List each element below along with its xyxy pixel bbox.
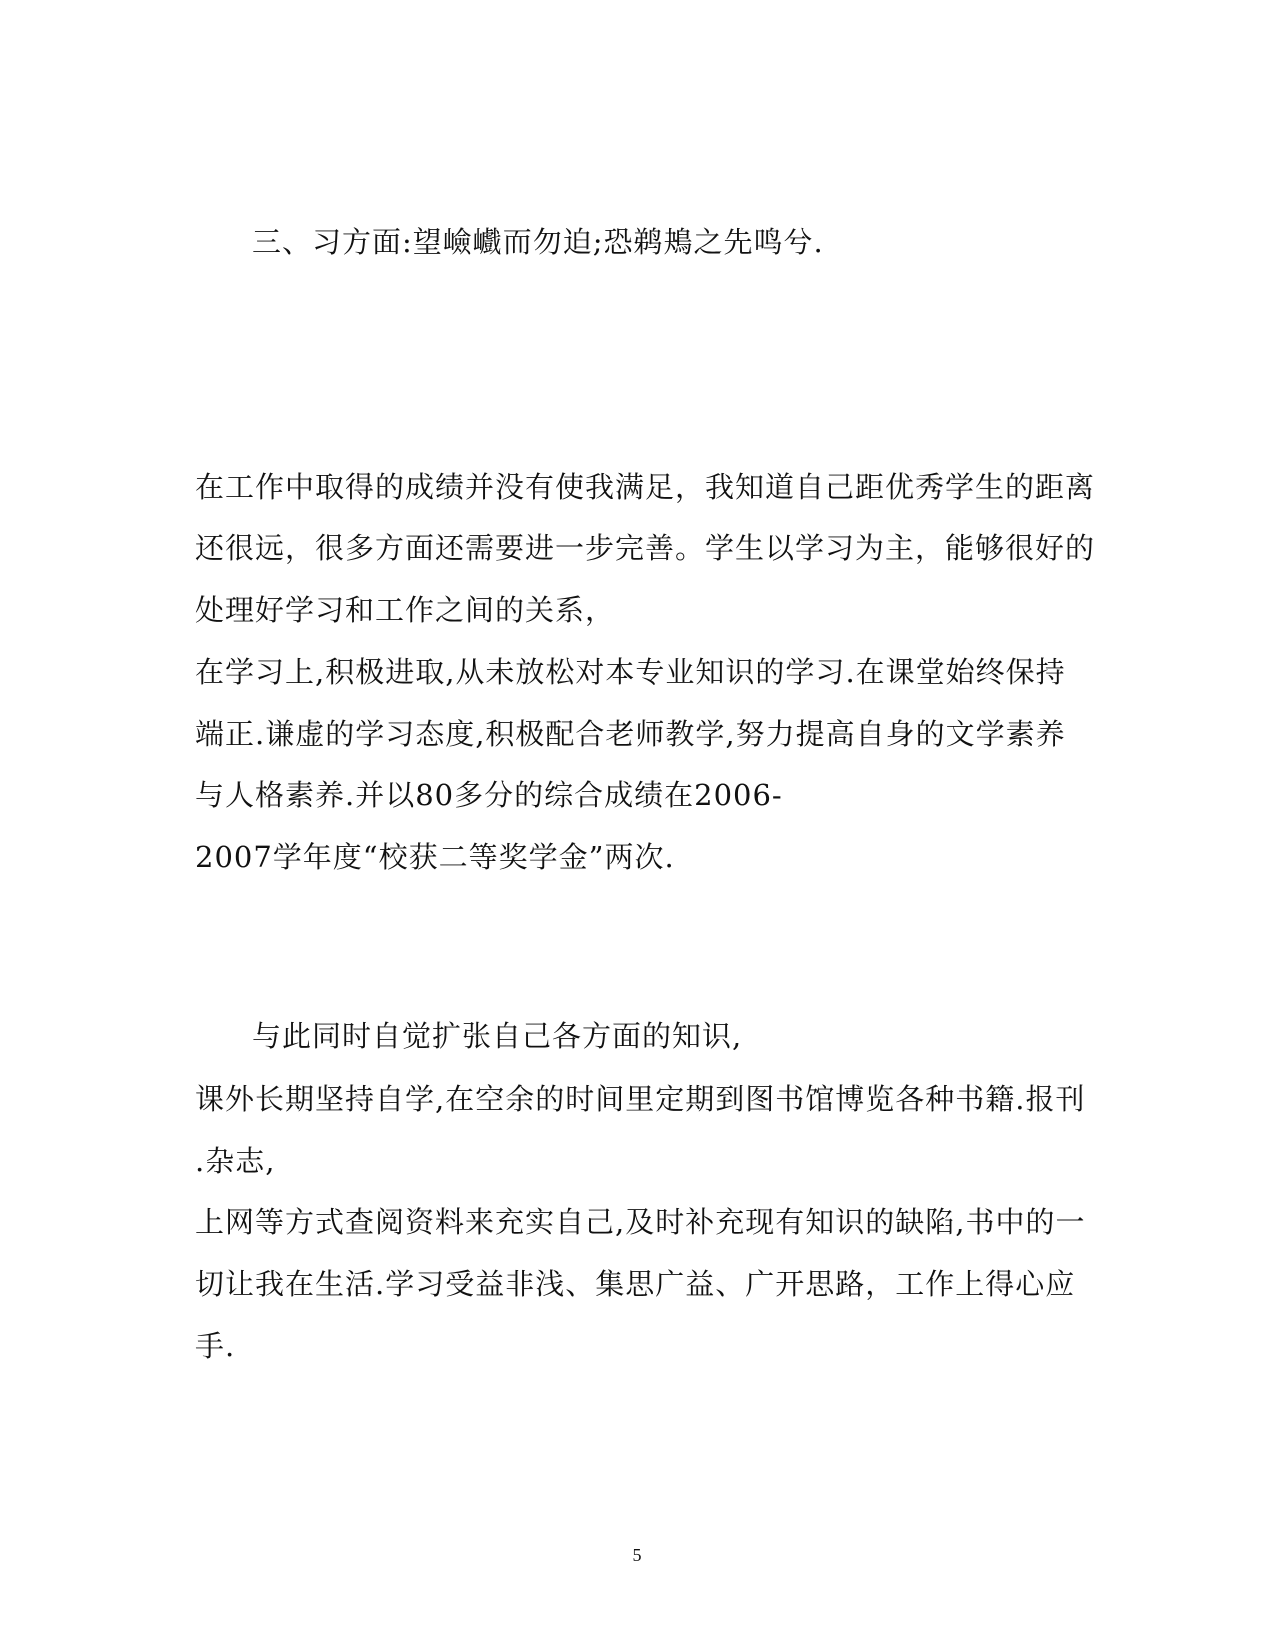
- paragraph-line: 手.: [195, 1329, 236, 1363]
- paragraph-line: 在学习上,积极进取,从未放松对本专业知识的学习.在课堂始终保持: [195, 655, 1066, 689]
- paragraph-line: 还很远，很多方面还需要进一步完善。学生以学习为主，能够很好的: [195, 531, 1096, 565]
- paragraph-line: 在工作中取得的成绩并没有使我满足，我知道自己距优秀学生的距离: [195, 470, 1096, 504]
- paragraph-line: 与人格素养.并以80多分的综合成绩在2006-: [195, 778, 783, 812]
- paragraph-line: 2007学年度“校获二等奖学金”两次.: [195, 840, 675, 874]
- paragraph-line: .杂志,: [195, 1144, 276, 1178]
- paragraph-line: 切让我在生活.学习受益非浅、集思广益、广开思路，工作上得心应: [195, 1267, 1076, 1301]
- paragraph-line: 端正.谦虚的学习态度,积极配合老师教学,努力提高自身的文学素养: [195, 717, 1066, 751]
- paragraph-line: 处理好学习和工作之间的关系，: [195, 593, 616, 627]
- paragraph-line: 课外长期坚持自学,在空余的时间里定期到图书馆博览各种书籍.报刊: [195, 1082, 1086, 1116]
- paragraph-line: 与此同时自觉扩张自己各方面的知识,: [252, 1019, 743, 1053]
- page-number: 5: [632, 1545, 642, 1565]
- section-heading: 三、习方面:望嶮巇而勿迫;恐鹈鴂之先鸣兮.: [252, 225, 824, 259]
- paragraph-line: 上网等方式查阅资料来充实自己,及时补充现有知识的缺陷,书中的一: [195, 1205, 1086, 1239]
